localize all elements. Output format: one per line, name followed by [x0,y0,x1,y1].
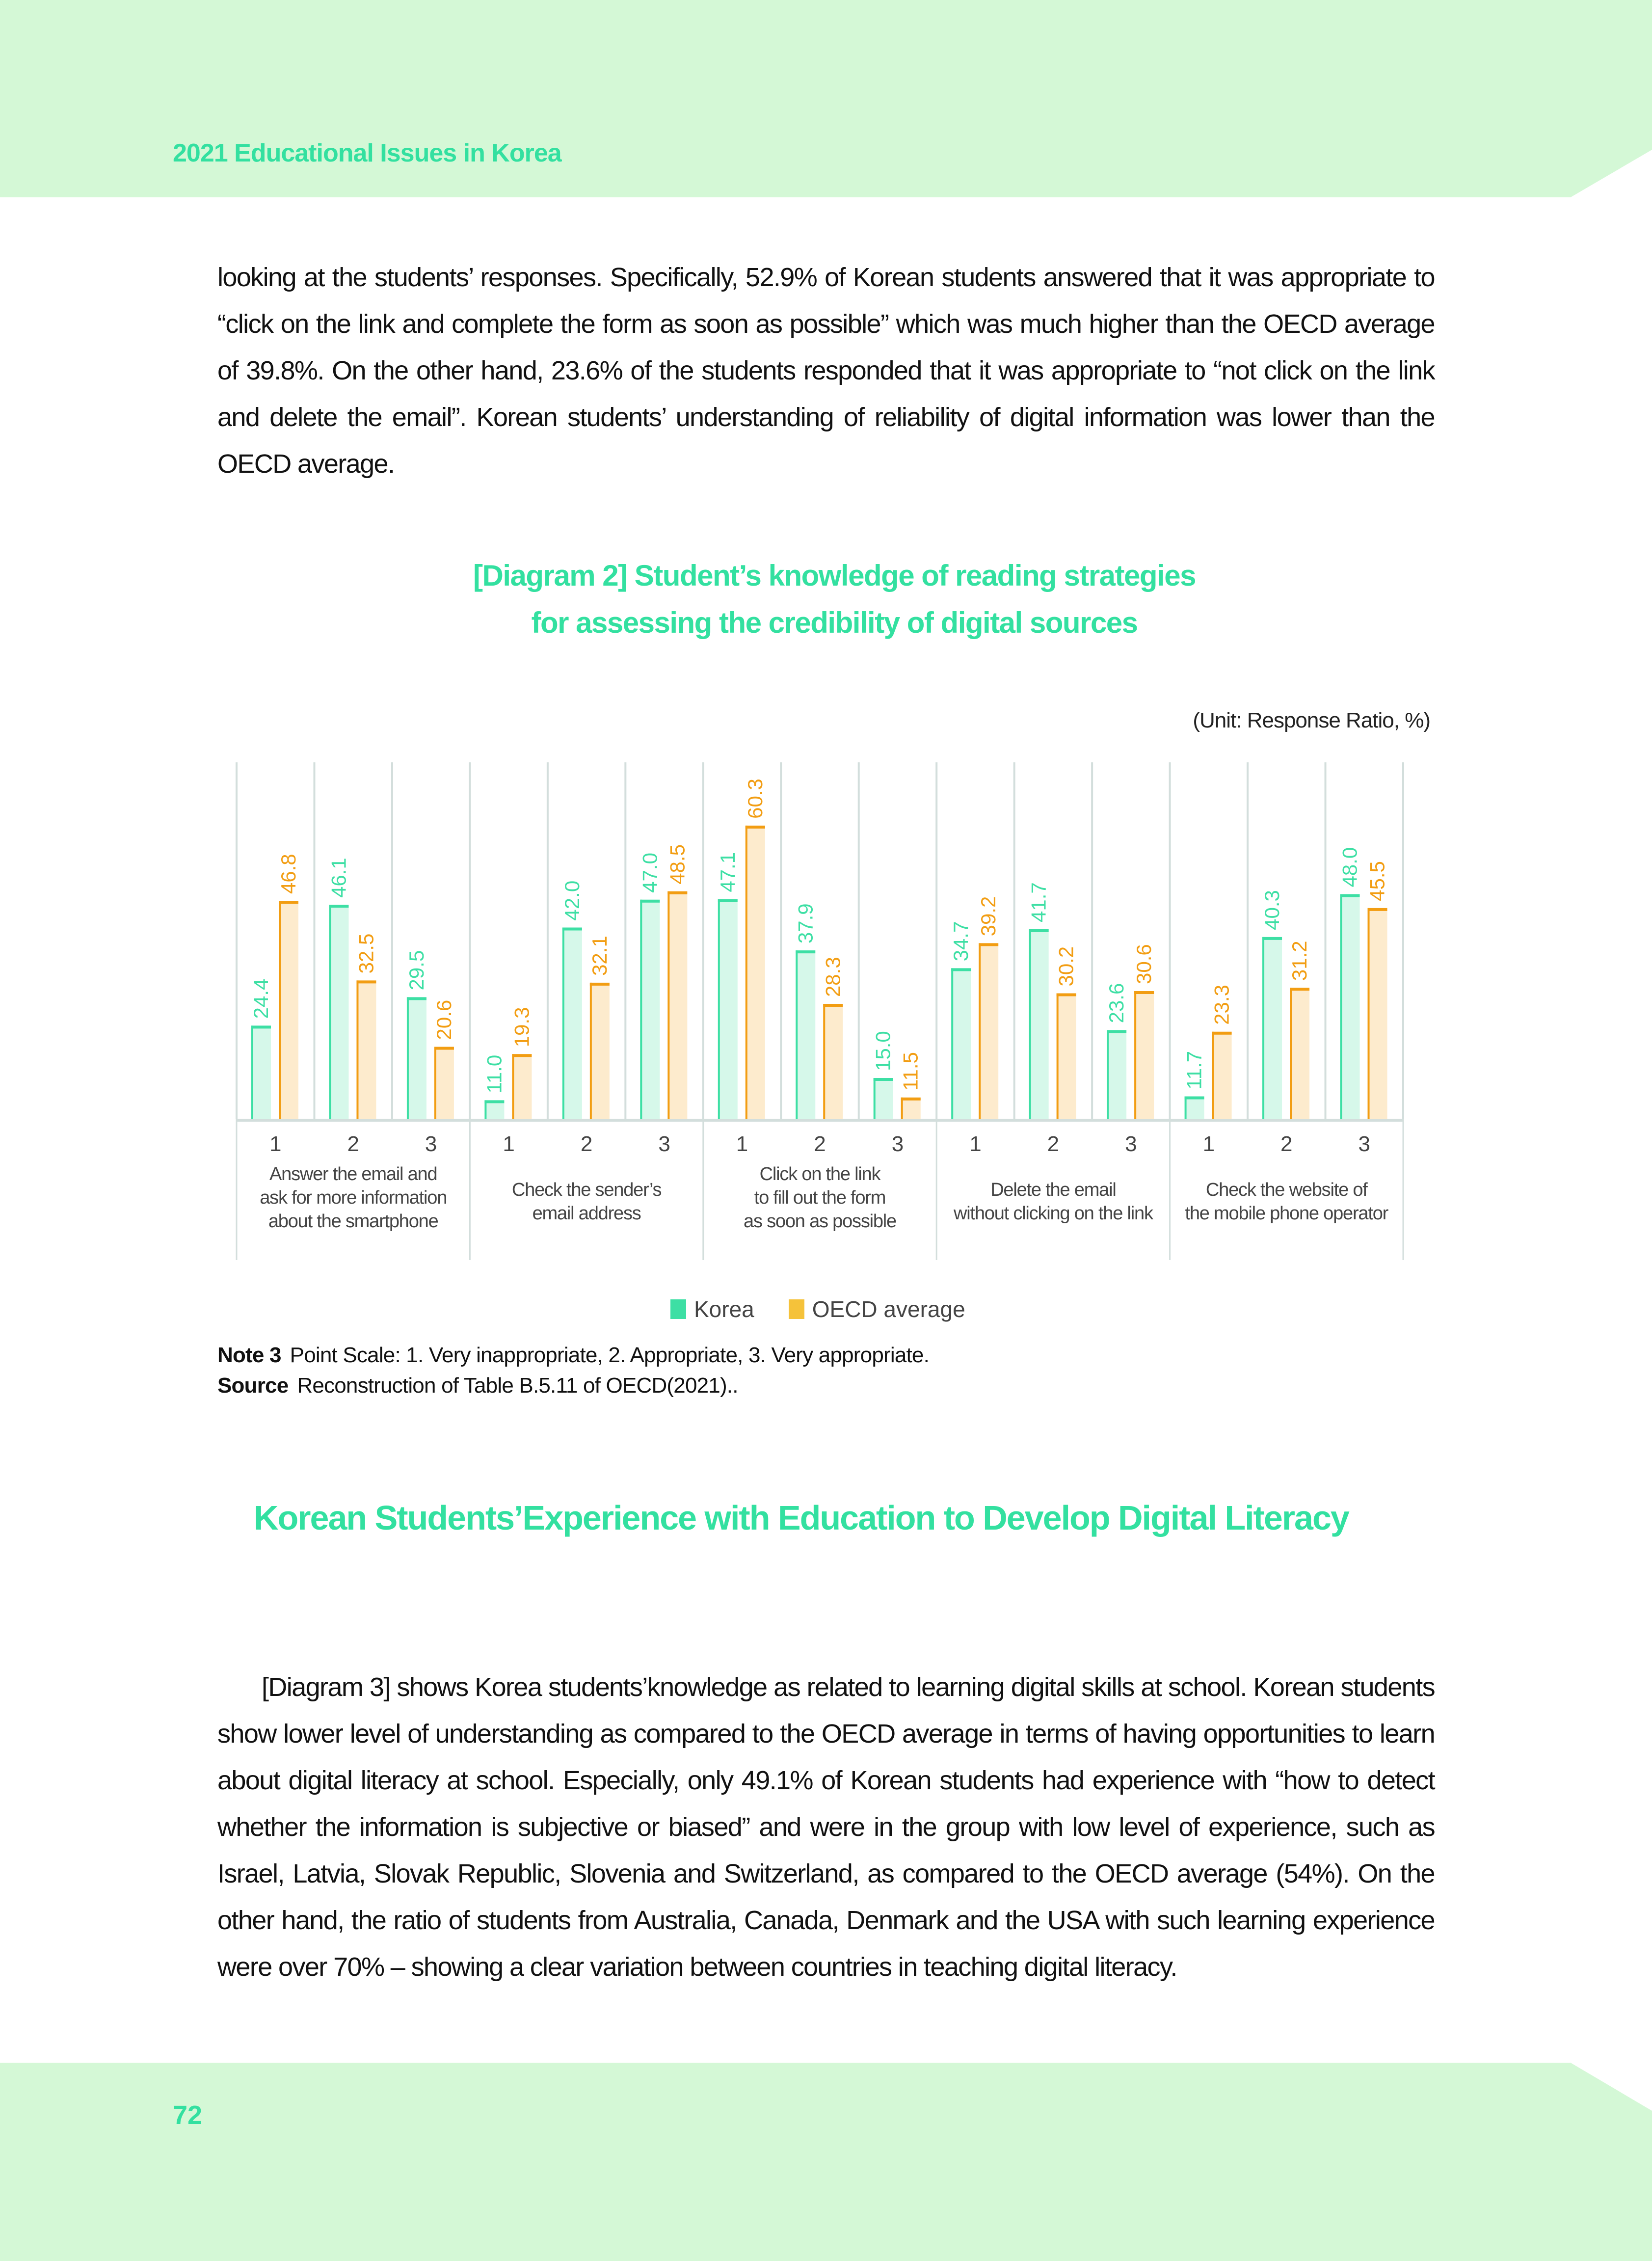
group-label: to fill out the form [754,1187,886,1208]
bar-oecd [356,980,376,1119]
group-label: without clicking on the link [954,1203,1153,1224]
chart-legend [670,1296,965,1322]
x-tick-label: 2 [580,1132,593,1156]
data-label-korea: 46.1 [327,858,350,898]
x-tick-label: 3 [891,1132,904,1156]
bar-korea [407,997,426,1119]
section-heading: Korean Students’Experience with Education to Develop Digital Literacy [254,1499,1349,1537]
bar-korea [796,950,815,1119]
data-label-oecd: 30.6 [1132,944,1156,984]
legend-label-korea: Korea [694,1296,754,1322]
data-label-korea: 29.5 [404,950,428,991]
data-label-korea: 48.0 [1338,847,1361,888]
group-label: Check the website of [1205,1180,1367,1200]
legend-swatch-korea [670,1299,686,1319]
bar-oecd [746,826,765,1119]
data-label-oecd: 31.2 [1288,941,1311,981]
source-line [217,1371,929,1401]
bar-oecd [434,1047,454,1119]
data-label-korea: 47.1 [716,852,739,892]
bar-korea [640,900,660,1119]
chart-unit-label: (Unit: Response Ratio, %) [1193,708,1430,732]
data-label-korea: 34.7 [949,921,973,962]
bar-korea [1262,937,1282,1119]
data-label-korea: 47.0 [638,853,662,893]
data-label-korea: 37.9 [794,903,817,944]
data-label-korea: 11.7 [1182,1050,1206,1090]
note-label: Note 3 [217,1343,281,1367]
data-label-oecd: 45.5 [1365,861,1389,901]
bar-oecd [1290,988,1309,1119]
x-tick-label: 2 [1280,1132,1293,1156]
bar-oecd [667,891,687,1119]
legend-label-oecd: OECD average [812,1296,965,1322]
group-label: ask for more information [260,1187,447,1208]
data-label-oecd: 28.3 [821,957,845,997]
x-tick-label: 1 [269,1132,282,1156]
chart-title-line-1: [Diagram 2] Student’s knowledge of reading strategies [473,559,1196,592]
group-label: Delete the email [990,1180,1116,1200]
x-tick-label: 1 [736,1132,748,1156]
data-label-oecd: 32.5 [354,933,378,974]
x-tick-label: 2 [1047,1132,1060,1156]
group-label: email address [532,1203,641,1224]
bar-korea [718,899,738,1119]
bar-oecd [1057,993,1076,1119]
x-tick-label: 1 [1202,1132,1215,1156]
data-label-korea: 23.6 [1105,983,1128,1023]
footer-band [0,2063,1652,2261]
bar-korea [951,968,971,1119]
note-line [217,1340,929,1371]
data-label-oecd: 32.1 [587,936,611,976]
bar-oecd [1212,1032,1232,1119]
bar-oecd [823,1004,843,1119]
x-tick-label: 1 [503,1132,515,1156]
data-label-oecd: 46.8 [277,854,300,894]
intro-paragraph: looking at the students’ responses. Specifically, 52.9% of Korean students answered that it was appropriate to “click on the link and complete the form as soon as possible” which was much higher than the OECD average of 39.8%. On the other hand, 23.6% of the students responded that it was appropriate to “not click on the link and delete the email”. Korean students’ understanding of reliability of digital information was lower than the OECD average. [217,263,1435,479]
data-label-korea: 11.0 [482,1054,506,1094]
source-text: Reconstruction of Table B.5.11 of OECD(2021).. [297,1373,738,1398]
note-text: Point Scale: 1. Very inappropriate, 2. Appropriate, 3. Very appropriate. [290,1343,930,1367]
x-tick-label: 2 [347,1132,359,1156]
data-label-korea: 15.0 [871,1031,895,1072]
group-label: Answer the email and [269,1164,437,1184]
x-tick-label: 1 [969,1132,982,1156]
legend-item-korea [670,1296,754,1322]
bar-oecd [901,1098,921,1119]
group-label: as soon as possible [744,1211,896,1232]
chart-title-line-2: for assessing the credibility of digital sources [531,606,1138,639]
data-label-oecd: 48.5 [666,844,689,885]
group-label: about the smartphone [268,1211,438,1232]
data-label-oecd: 60.3 [743,779,767,819]
x-tick-label: 3 [1125,1132,1137,1156]
data-label-korea: 42.0 [560,880,584,921]
data-label-oecd: 20.6 [432,999,455,1040]
bar-korea [1029,929,1049,1119]
x-tick-label: 3 [658,1132,670,1156]
group-label: the mobile phone operator [1185,1203,1388,1224]
bar-oecd [1368,908,1387,1119]
bar-korea [1107,1030,1126,1119]
bar-korea [1340,894,1360,1119]
x-tick-label: 2 [814,1132,826,1156]
data-label-oecd: 30.2 [1054,946,1078,987]
data-label-oecd: 23.3 [1210,985,1233,1025]
data-label-oecd: 19.3 [510,1007,533,1048]
bar-oecd [979,943,998,1119]
source-label: Source [217,1373,289,1398]
legend-item-oecd [789,1296,965,1322]
figure-notes [217,1340,929,1401]
data-label-korea: 40.3 [1260,890,1284,930]
legend-swatch-oecd [789,1299,804,1319]
bar-korea [562,928,582,1119]
data-label-korea: 41.7 [1027,882,1050,922]
x-tick-label: 3 [425,1132,437,1156]
bar-korea [1185,1096,1204,1119]
running-title: 2021 Educational Issues in Korea [173,139,561,167]
data-label-oecd: 39.2 [977,896,1000,937]
bar-oecd [512,1054,532,1119]
page-number: 72 [173,2100,203,2130]
body-paragraph: [Diagram 3] shows Korea students’knowledge as related to learning digital skills at school. Korean students show lower level of understanding as compared to the OECD average in terms of having opportunities to learn about digital literacy at school. Especially, only 49.1% of Korean students had experience with “how to detect whether the information is subjective or biased” and were in the group with low level of experience, such as Israel, Latvia, Slovak Republic, Slovenia and Switzerland, as compared to the OECD average (54%). On the other hand, the ratio of students from Australia, Canada, Denmark and the USA with such learning experience were over 70% – showing a clear variation between countries in teaching digital literacy. [217,1672,1435,1982]
x-tick-label: 3 [1358,1132,1371,1156]
bar-oecd [1134,991,1154,1119]
bar-oecd [279,901,298,1119]
group-label: Click on the link [759,1164,880,1184]
bar-korea [329,905,348,1119]
data-label-oecd: 11.5 [899,1052,922,1091]
group-label: Check the sender’s [511,1180,662,1200]
bar-oecd [590,983,610,1119]
bar-korea [874,1078,893,1119]
bar-korea [251,1025,271,1119]
data-label-korea: 24.4 [249,978,272,1019]
